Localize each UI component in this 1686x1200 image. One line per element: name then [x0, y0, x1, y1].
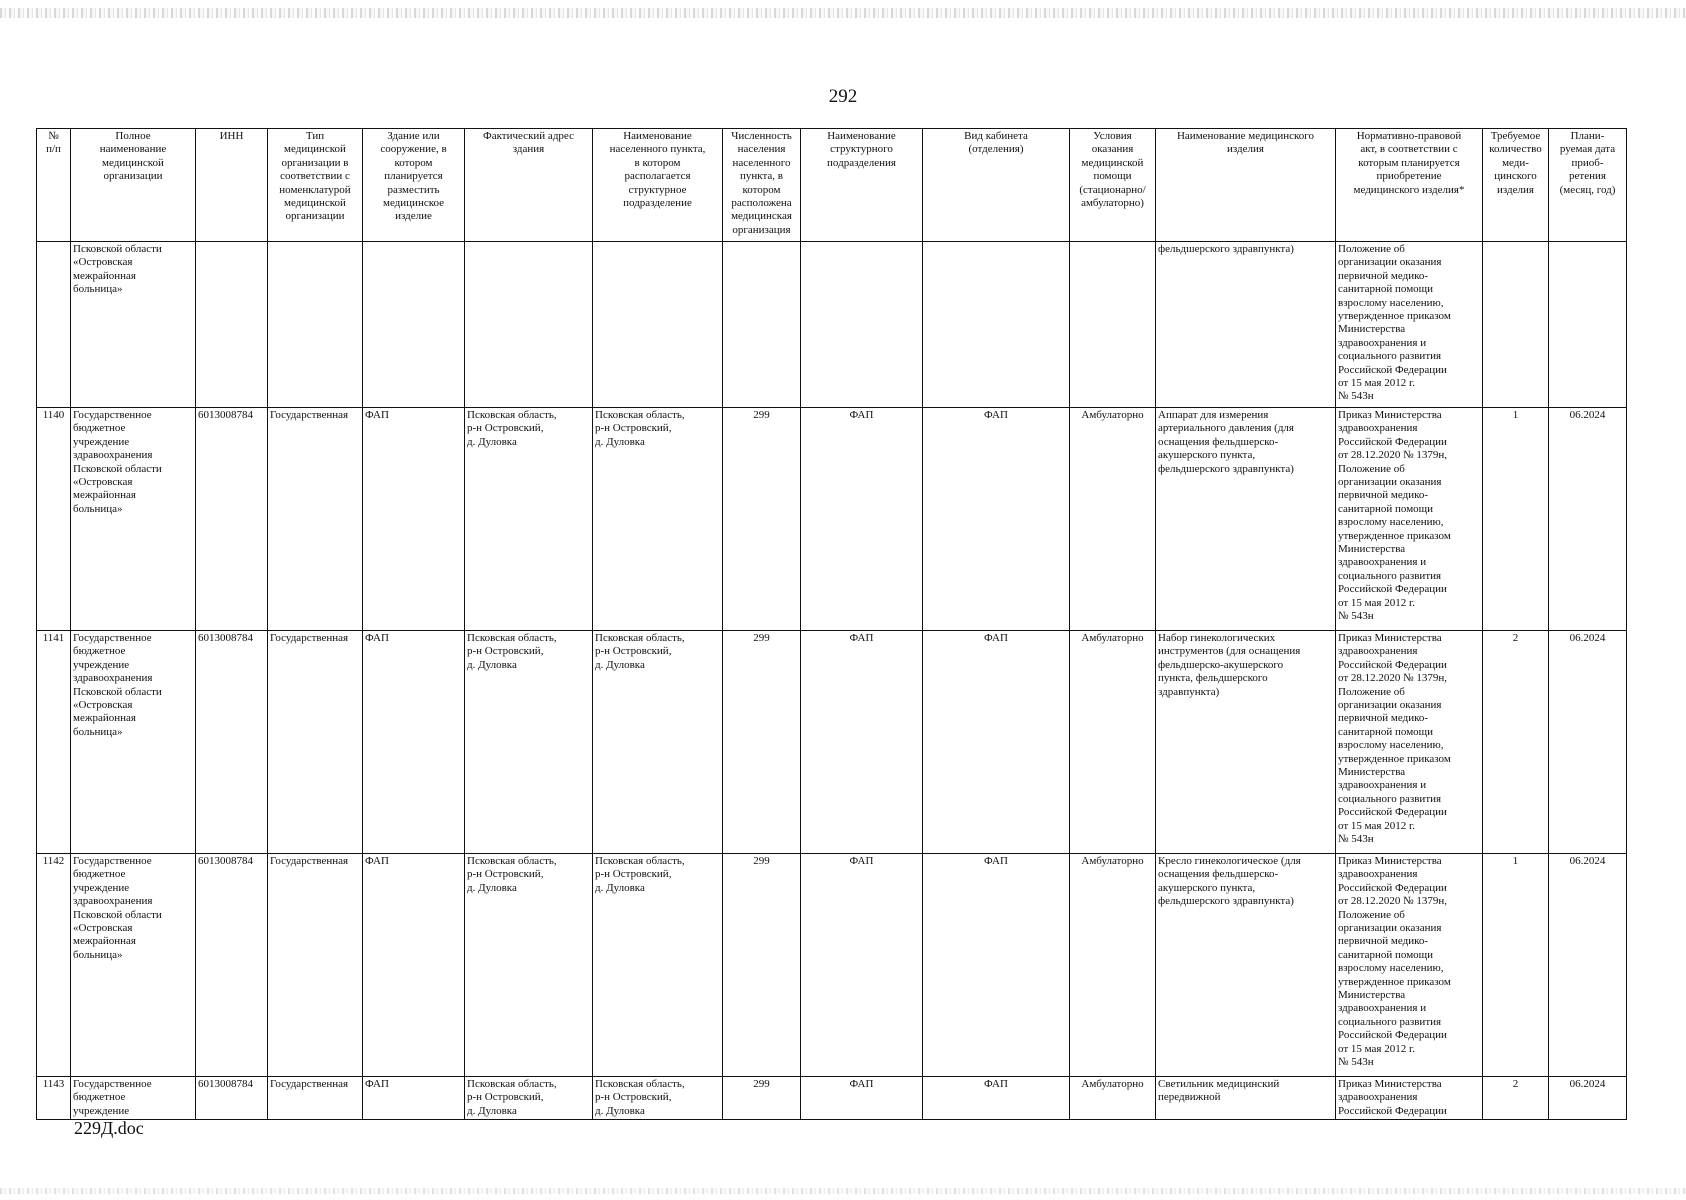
cell-unit: ФАП — [801, 854, 923, 1077]
cell-building: ФАП — [363, 1077, 465, 1120]
cell-conditions: Амбулаторно — [1070, 408, 1156, 631]
cell-inn: 6013008784 — [196, 1077, 268, 1120]
cell-org-type: Государственная — [268, 408, 363, 631]
cell-population: 299 — [723, 408, 801, 631]
col-header-quantity: Требуемое количество меди- цинского изделия — [1483, 129, 1549, 242]
cell-org-name: Государственное бюджетное учреждение здравоохранения Псковской области «Островская межрайонная больница» — [71, 631, 196, 854]
table-row — [37, 408, 1627, 631]
table-row — [37, 854, 1627, 1077]
cell-number: 1143 — [37, 1077, 71, 1120]
cell-org-name: Государственное бюджетное учреждение здравоохранения Псковской области «Островская межрайонная больница» — [71, 408, 196, 631]
cell-cabinet: ФАП — [923, 854, 1070, 1077]
cell-org-name: Государственное бюджетное учреждение — [71, 1077, 196, 1120]
col-header-cabinet: Вид кабинета (отделения) — [923, 129, 1070, 242]
cell-number: 1141 — [37, 631, 71, 854]
cell-quantity: 1 — [1483, 854, 1549, 1077]
cell-legal-act: Приказ Министерства здравоохранения Российской Федерации от 28.12.2020 № 1379н, Положение об организации оказания первичной медико- санитарной помощи взрослому населению, утвержденное приказом Министерства здравоохранения и социального развития Российской Федерации от 15 мая 2012 г. № 543н — [1336, 408, 1483, 631]
cell-cabinet: ФАП — [923, 631, 1070, 854]
cell-population: 299 — [723, 1077, 801, 1120]
cell-building: ФАП — [363, 631, 465, 854]
col-header-settlement: Наименование населенного пункта, в котором располагается структурное подразделение — [593, 129, 723, 242]
cell-quantity — [1483, 242, 1549, 408]
cell-unit — [801, 242, 923, 408]
col-header-device: Наименование медицинского изделия — [1156, 129, 1336, 242]
cell-quantity: 2 — [1483, 1077, 1549, 1120]
cell-quantity: 1 — [1483, 408, 1549, 631]
cell-settlement: Псковская область, р-н Островский, д. Дуловка — [593, 408, 723, 631]
cell-settlement: Псковская область, р-н Островский, д. Дуловка — [593, 631, 723, 854]
cell-device: фельдшерского здравпункта) — [1156, 242, 1336, 408]
cell-number: 1140 — [37, 408, 71, 631]
cell-conditions: Амбулаторно — [1070, 854, 1156, 1077]
cell-conditions — [1070, 242, 1156, 408]
cell-population: 299 — [723, 631, 801, 854]
col-header-address: Фактический адрес здания — [465, 129, 593, 242]
col-header-org-type: Тип медицинской организации в соответствии с номенклатурой медицинской организации — [268, 129, 363, 242]
cell-inn: 6013008784 — [196, 631, 268, 854]
cell-quantity: 2 — [1483, 631, 1549, 854]
cell-number — [37, 242, 71, 408]
cell-building: ФАП — [363, 854, 465, 1077]
cell-org-name: Государственное бюджетное учреждение здравоохранения Псковской области «Островская межрайонная больница» — [71, 854, 196, 1077]
col-header-building: Здание или сооружение, в котором планируется разместить медицинское изделие — [363, 129, 465, 242]
cell-address: Псковская область, р-н Островский, д. Дуловка — [465, 631, 593, 854]
cell-org-type: Государственная — [268, 854, 363, 1077]
table-row — [37, 242, 1627, 408]
cell-date: 06.2024 — [1549, 1077, 1627, 1120]
table-header-row — [37, 129, 1627, 242]
cell-address — [465, 242, 593, 408]
cell-legal-act: Положение об организации оказания первичной медико- санитарной помощи взрослому населению, утвержденное приказом Министерства здравоохранения и социального развития Российской Федерации от 15 мая 2012 г. № 543н — [1336, 242, 1483, 408]
cell-number: 1142 — [37, 854, 71, 1077]
cell-inn — [196, 242, 268, 408]
cell-conditions: Амбулаторно — [1070, 1077, 1156, 1120]
col-header-legal-act: Нормативно-правовой акт, в соответствии с которым планируется приобретение медицинского изделия* — [1336, 129, 1483, 242]
cell-settlement: Псковская область, р-н Островский, д. Дуловка — [593, 854, 723, 1077]
cell-org-type: Государственная — [268, 631, 363, 854]
cell-inn: 6013008784 — [196, 408, 268, 631]
cell-legal-act: Приказ Министерства здравоохранения Российской Федерации от 28.12.2020 № 1379н, Положение об организации оказания первичной медико- санитарной помощи взрослому населению, утвержденное приказом Министерства здравоохранения и социального развития Российской Федерации от 15 мая 2012 г. № 543н — [1336, 631, 1483, 854]
cell-device: Светильник медицинский передвижной — [1156, 1077, 1336, 1120]
page-number: 292 — [828, 86, 858, 107]
cell-org-type: Государственная — [268, 1077, 363, 1120]
cell-cabinet: ФАП — [923, 1077, 1070, 1120]
cell-cabinet — [923, 242, 1070, 408]
cell-address: Псковская область, р-н Островский, д. Дуловка — [465, 1077, 593, 1120]
cell-org-name: Псковской области «Островская межрайонная больница» — [71, 242, 196, 408]
cell-address: Псковская область, р-н Островский, д. Дуловка — [465, 854, 593, 1077]
cell-device: Кресло гинекологическое (для оснащения фельдшерско- акушерского пункта, фельдшерского здравпункта) — [1156, 854, 1336, 1077]
cell-legal-act: Приказ Министерства здравоохранения Российской Федерации — [1336, 1077, 1483, 1120]
cell-unit: ФАП — [801, 631, 923, 854]
table-row — [37, 1077, 1627, 1120]
cell-unit: ФАП — [801, 1077, 923, 1120]
cell-unit: ФАП — [801, 408, 923, 631]
cell-legal-act: Приказ Министерства здравоохранения Российской Федерации от 28.12.2020 № 1379н, Положение об организации оказания первичной медико- санитарной помощи взрослому населению, утвержденное приказом Министерства здравоохранения и социального развития Российской Федерации от 15 мая 2012 г. № 543н — [1336, 854, 1483, 1077]
cell-date — [1549, 242, 1627, 408]
col-header-population: Численность населения населенного пункта, в котором расположена медицинская организация — [723, 129, 801, 242]
cell-building: ФАП — [363, 408, 465, 631]
col-header-inn: ИНН — [196, 129, 268, 242]
scan-edge-bottom — [0, 1188, 1686, 1194]
cell-date: 06.2024 — [1549, 631, 1627, 854]
cell-settlement — [593, 242, 723, 408]
col-header-org-name: Полное наименование медицинской организации — [71, 129, 196, 242]
medical-devices-table — [36, 128, 1627, 1120]
cell-population: 299 — [723, 854, 801, 1077]
cell-inn: 6013008784 — [196, 854, 268, 1077]
scan-edge-top — [0, 8, 1686, 18]
col-header-number: № п/п — [37, 129, 71, 242]
cell-date: 06.2024 — [1549, 408, 1627, 631]
cell-conditions: Амбулаторно — [1070, 631, 1156, 854]
cell-org-type — [268, 242, 363, 408]
cell-date: 06.2024 — [1549, 854, 1627, 1077]
cell-cabinet: ФАП — [923, 408, 1070, 631]
document-filename: 229Д.doc — [74, 1118, 144, 1138]
col-header-unit: Наименование структурного подразделения — [801, 129, 923, 242]
cell-device: Аппарат для измерения артериального давления (для оснащения фельдшерско- акушерского пункта, фельдшерского здравпункта) — [1156, 408, 1336, 631]
cell-building — [363, 242, 465, 408]
cell-population — [723, 242, 801, 408]
col-header-date: Плани- руемая дата приоб- ретения (месяц, год) — [1549, 129, 1627, 242]
cell-device: Набор гинекологических инструментов (для оснащения фельдшерско-акушерского пункта, фельдшерского здравпункта) — [1156, 631, 1336, 854]
col-header-conditions: Условия оказания медицинской помощи (стационарно/ амбулаторно) — [1070, 129, 1156, 242]
table-row — [37, 631, 1627, 854]
cell-address: Псковская область, р-н Островский, д. Дуловка — [465, 408, 593, 631]
cell-settlement: Псковская область, р-н Островский, д. Дуловка — [593, 1077, 723, 1120]
